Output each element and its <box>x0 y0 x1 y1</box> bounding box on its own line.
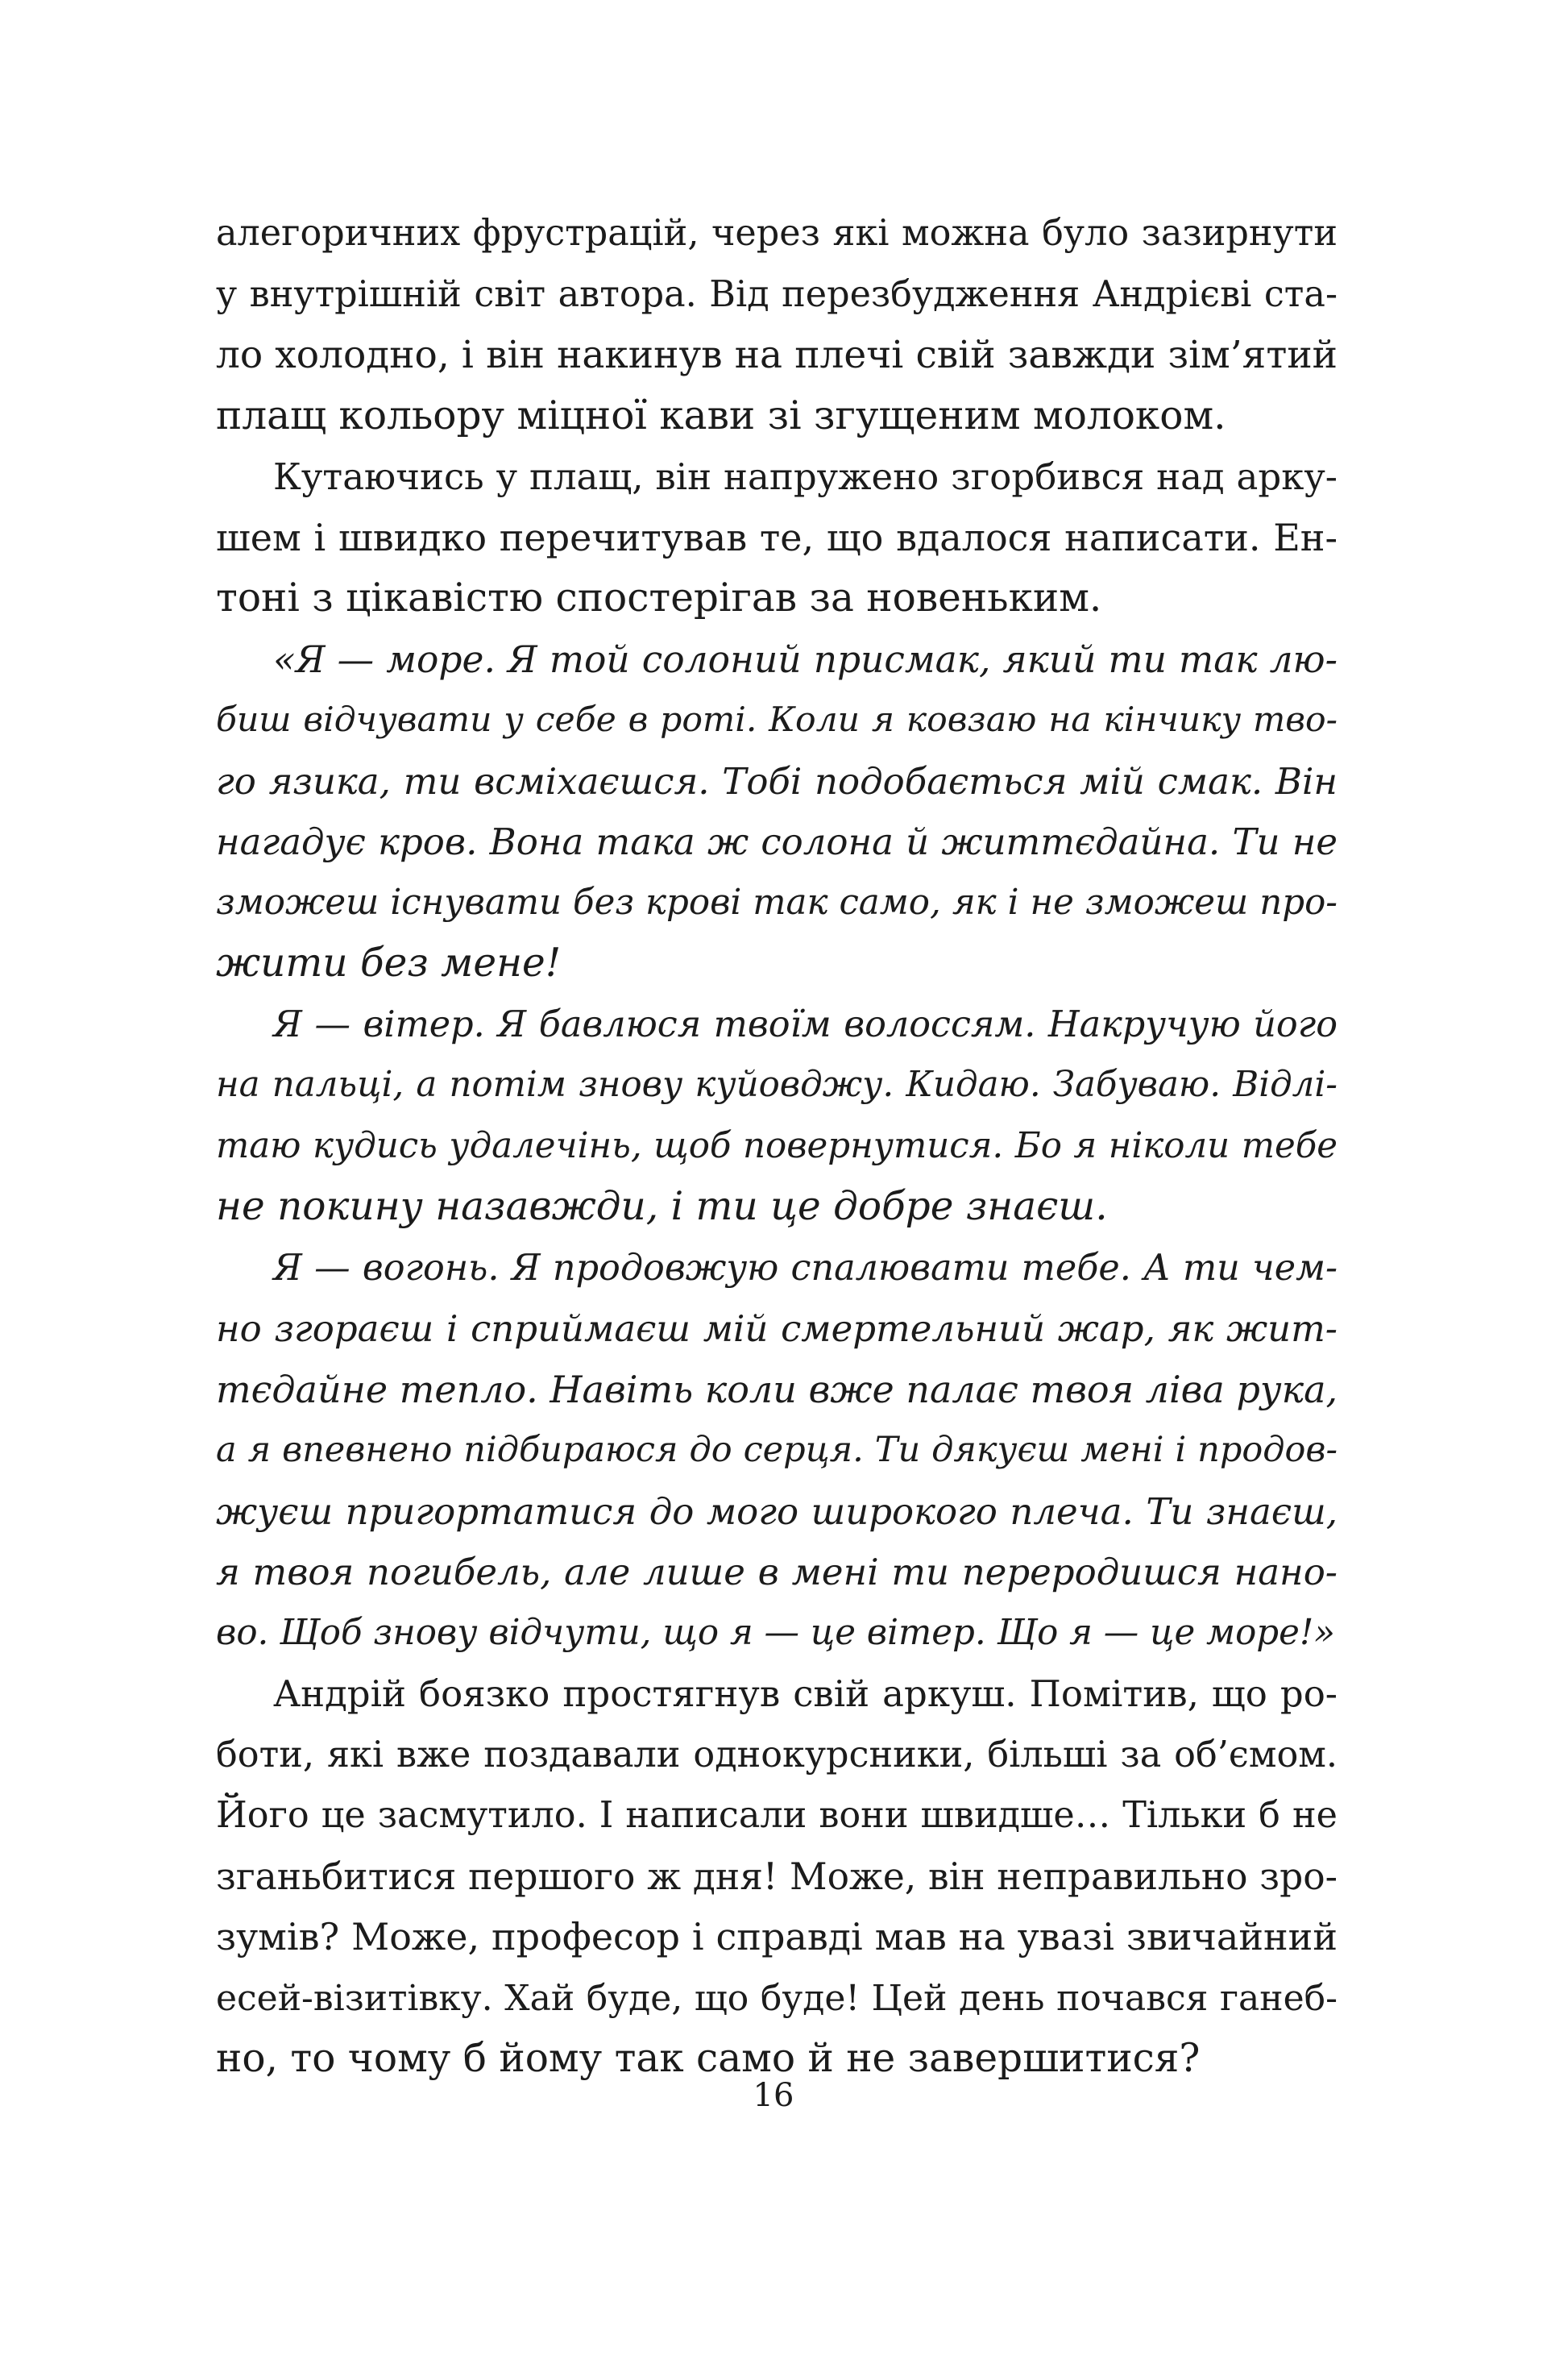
text-line: я твоя погибель, але лише в мені ти переродишся нано- <box>216 1551 1338 1593</box>
text-line: а я впевнено підбираюся до серця. Ти дякуєш мені і продов- <box>216 1430 1338 1470</box>
text-line: нагадує кров. Вона така ж солона й життєдайна. Ти не <box>216 820 1338 863</box>
text-line: тєдайне тепло. Навіть коли вже палає твоя ліва рука, <box>216 1367 1338 1411</box>
text-line: зумів? Може, професор і справді мав на увазі звичайний <box>216 1915 1338 1958</box>
text-line: шем і швидко перечитував те, що вдалося написати. Ен- <box>216 515 1338 559</box>
text-line: биш відчувати у себе в роті. Коли я ковзаю на кінчику тво- <box>216 700 1338 740</box>
text-line: жити без мене! <box>216 941 562 986</box>
text-line: Я — вогонь. Я продовжую спалювати тебе. А ти чем- <box>273 1247 1338 1289</box>
text-line: «Я — море. Я той солоний присмак, який ти так лю- <box>273 638 1338 681</box>
text-line: плащ кольору міцної кави зі згущеним молоком. <box>216 393 1226 438</box>
text-line: го язика, ти всміхаєшся. Тобі подобається мій смак. Він <box>216 759 1338 803</box>
text-line: Кутаючись у плащ, він напружено згорбився над арку- <box>273 455 1338 498</box>
body-text <box>216 203 1338 2090</box>
text-line: Його це засмутило. І написали вони швидше… Тільки б не <box>216 1795 1338 1836</box>
text-line: есей-візитівку. Хай буде, що буде! Цей день почався ганеб- <box>216 1977 1338 2019</box>
text-line: зможеш існувати без крові так само, як і не зможеш про- <box>216 882 1338 923</box>
text-line: но згораєш і сприймаєш мій смертельний жар, як жит- <box>216 1307 1338 1350</box>
text-line: зганьбитися першого ж дня! Може, він неправильно зро- <box>216 1855 1338 1898</box>
text-line: ло холодно, і він накинув на плечі свій завжди зім’ятий <box>216 333 1338 377</box>
text-line: на пальці, а потім знову куйовджу. Кидаю. Забуваю. Відлі- <box>216 1065 1338 1105</box>
text-line: у внутрішній світ автора. Від перезбудження Андрієві ста- <box>216 273 1338 315</box>
text-line: но, то чому б йому так само й не завершитися? <box>216 2036 1201 2081</box>
text-line: боти, які вже поздавали однокурсники, більші за об’ємом. <box>216 1734 1338 1776</box>
text-line: тоні з цікавістю спостерігав за новеньким. <box>216 575 1102 621</box>
text-line: алегоричних фрустрацій, через які можна було зазирнути <box>216 213 1338 254</box>
text-line: жуєш пригортатися до мого широкого плеча. Ти знаєш, <box>216 1489 1338 1533</box>
page-number: 16 <box>753 2077 794 2114</box>
text-line: не покину назавжди, і ти це добре знаєш. <box>216 1184 1108 1229</box>
text-line: во. Щоб знову відчути, що я — це вітер. Що я — це море!» <box>216 1612 1335 1653</box>
text-line: Я — вітер. Я бавлюся твоїм волоссям. Накручую його <box>273 1003 1338 1045</box>
text-line: таю кудись удалечінь, щоб повернутися. Бо я ніколи тебе <box>216 1125 1338 1166</box>
text-line: Андрій боязко простягнув свій аркуш. Помітив, що ро- <box>273 1672 1338 1715</box>
